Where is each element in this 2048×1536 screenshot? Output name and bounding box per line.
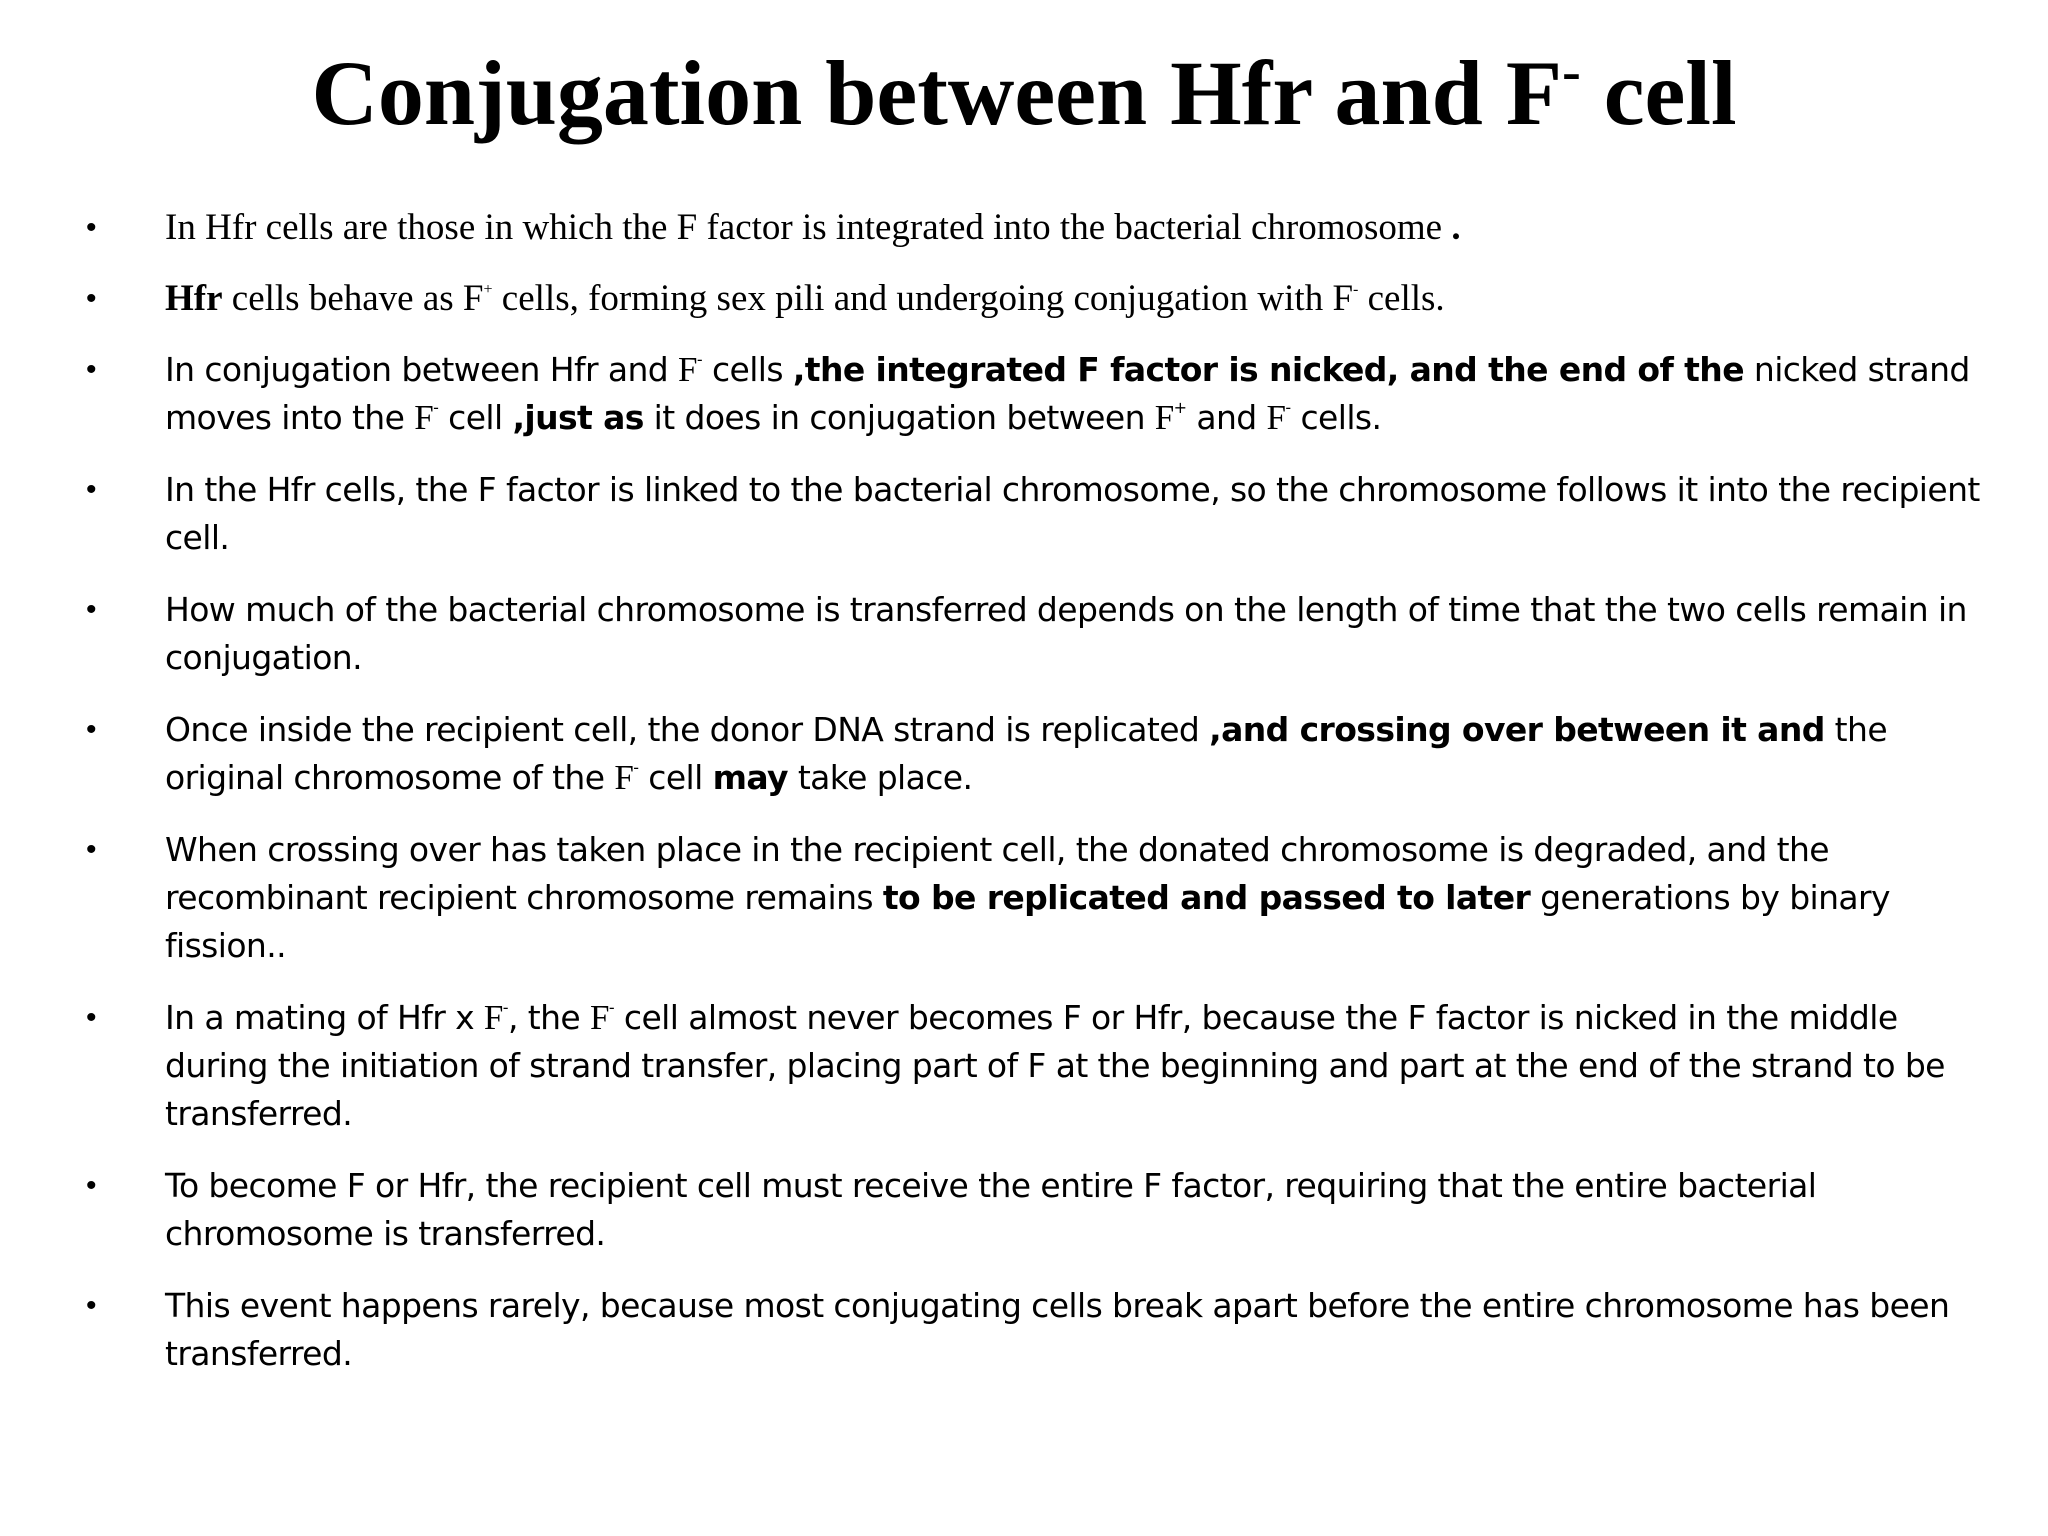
bullet-text-8-c: cell almost never becomes F or Hfr, because the F factor is nicked in the middle during the initiation of strand transfer, placing part of F at the beginning and part at the end of the strand to be transferred.: [165, 998, 1945, 1133]
bullet-text-2-a: Hfr: [165, 278, 223, 319]
bullet-text-5: How much of the bacterial chromosome is transferred depends on the length of time that the two cells remain in conjugation.: [165, 590, 1967, 677]
bullet-text-10: This event happens rarely, because most conjugating cells break apart before the entire chromosome has been transferred.: [165, 1286, 1950, 1373]
bullet-text-6-a: Once inside the recipient cell, the donor DNA strand is replicated: [165, 710, 1210, 749]
bullet-text-3: [165, 346, 2005, 442]
bullet-dot: •: [86, 1001, 97, 1034]
bullet-dot: •: [86, 593, 97, 626]
bullet-text-3-f2: F: [414, 398, 434, 437]
bullet-text-7: [165, 826, 2005, 970]
bullet-text-6-d: cell: [638, 758, 713, 797]
bullet-text-3-e: cell: [438, 398, 513, 437]
bullet-text-3-i: and: [1186, 398, 1267, 437]
bullet-text-4: In the Hfr cells, the F factor is linked to the bacterial chromosome, so the chromosome follows it into the recipient cell.: [165, 470, 1980, 557]
bullet-text-6-b: ,and crossing over between it and: [1209, 710, 1825, 749]
bullet-text-9: To become F or Hfr, the recipient cell must receive the entire F factor, requiring that the entire bacterial chromosome is transferred.: [165, 1166, 1817, 1253]
bullet-text-8-s2: -: [608, 998, 615, 1017]
bullet-text-6: [165, 706, 2005, 802]
bullet-dot: •: [86, 833, 97, 866]
bullet-text-1-b: .: [1451, 207, 1461, 248]
bullet-text-7-a: When crossing over has taken place in the recipient cell, the donated chromosome is degraded, and the recombinant recipient chromosome remains: [165, 830, 1830, 917]
bullet-text-3-g: ,just as: [512, 398, 644, 437]
bullet-text-3-s3: +: [1173, 398, 1187, 417]
bullet-text-7-b: to be replicated and passed to later: [882, 878, 1531, 917]
bullet-text-8-a: In a mating of Hfr x: [165, 998, 484, 1037]
slide-title-tail: cell: [1580, 42, 1737, 144]
bullet-dot: •: [86, 282, 97, 315]
bullet-text-8-f1: F: [483, 998, 503, 1037]
bullet-text-3-f1: F: [678, 350, 697, 389]
slide-title-main: Conjugation between Hfr and F: [311, 42, 1563, 144]
bullet-text-2-sup-plus: +: [483, 281, 493, 298]
bullet-text-3-f3: F: [1154, 398, 1174, 437]
bullet-text-3-j: cells.: [1290, 398, 1382, 437]
bullet-text-2-sup-minus: -: [1353, 281, 1359, 298]
bullet-text-3-h: it does in conjugation between: [643, 398, 1155, 437]
bullet-text-3-s1: -: [696, 350, 703, 369]
bullet-text-3-d: nicked strand moves into the: [165, 350, 1970, 437]
bullet-text-6-f1: F: [614, 758, 634, 797]
bullet-text-1: [165, 204, 2005, 252]
bullet-dot: •: [86, 211, 97, 244]
bullet-text-3-a: In conjugation between Hfr and: [165, 350, 678, 389]
bullet-text-3-c: ,the integrated F factor is nicked, and the end of the: [792, 350, 1744, 389]
bullet-text-8-b: , the: [507, 998, 590, 1037]
bullet-text-8-f2: F: [589, 998, 609, 1037]
bullet-text-8-s1: -: [502, 998, 508, 1017]
bullet-text-3-s2: -: [433, 398, 439, 417]
bullet-text-2-b: cells behave as F: [222, 278, 484, 319]
bullet-text-3-f4: F: [1266, 398, 1286, 437]
bullet-text-2-f: cells.: [1358, 278, 1445, 319]
bullet-dot: •: [86, 713, 97, 746]
bullet-dot: •: [86, 353, 97, 386]
bullet-dot: •: [86, 1289, 97, 1322]
bullet-text-2-d: cells, forming sex pili and undergoing conjugation with F: [492, 278, 1354, 319]
bullet-text-6-e: may: [712, 758, 788, 797]
bullet-dot: •: [86, 1169, 97, 1202]
bullet-text-8: [165, 994, 2005, 1138]
bullet-text-6-s1: -: [633, 758, 639, 777]
bullet-text-6-g: take place.: [787, 758, 973, 797]
slide-title-superscript: -: [1562, 41, 1581, 103]
bullet-text-6-c: the original chromosome of the: [165, 710, 1888, 797]
bullet-text-1-a: In Hfr cells are those in which the F factor is integrated into the bacterial chromosome: [165, 207, 1452, 248]
bullet-dot: •: [86, 473, 97, 506]
bullet-text-2: [165, 275, 2005, 323]
bullet-text-3-b: cells: [702, 350, 793, 389]
bullet-text-7-c: generations by binary fission..: [165, 878, 1890, 965]
bullet-text-3-s4: -: [1285, 398, 1291, 417]
